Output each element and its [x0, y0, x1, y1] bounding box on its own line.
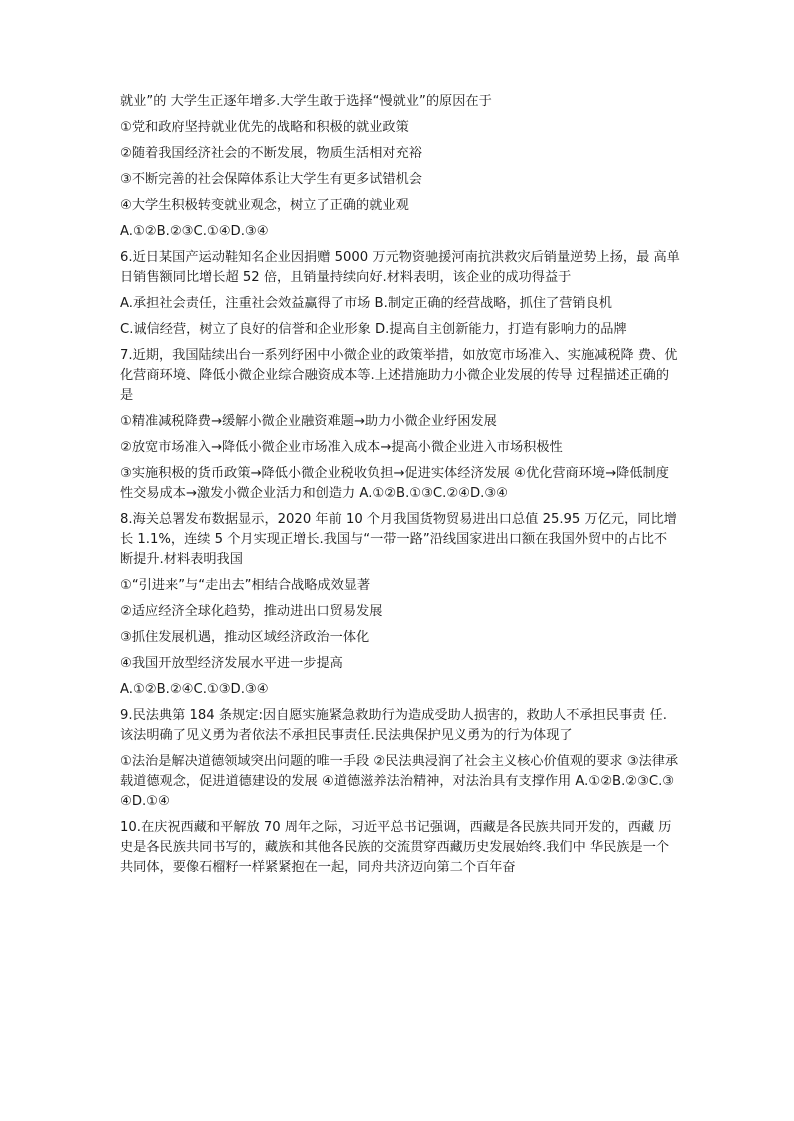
question-8: 8.海关总署发布数据显示，2020 年前 10 个月我国货物贸易进出口总值 25.95 万亿元，同比增长 1.1%，连续 5 个月实现正增长.我国与“一带一路”沿线国家进出口额在我国外贸中的占比不断提升.材料表明我国 — [120, 512, 677, 567]
question-8-item-2: ②适应经济全球化趋势，推动进出口贸易发展 — [120, 604, 383, 619]
document-page — [120, 92, 680, 878]
question-7-item-1: ①精准减税降费→缓解小微企业融资难题→助力小微企业纾困发展 — [120, 414, 497, 429]
text-line-5: ④大学生积极转变就业观念，树立了正确的就业观 — [120, 198, 409, 213]
question-7-item-3-4: ③实施积极的货币政策→降低小微企业税收负担→促进实体经济发展 ④优化营商环境→降低制度性交易成本→激发小微企业活力和创造力 A.①②B.①③C.②④D.③④ — [120, 466, 669, 501]
question-6: 6.近日某国产运动鞋知名企业因捐赠 5000 万元物资驰援河南抗洪救灾后销量逆势上扬，最 高单日销售额同比增长超 52 倍，且销量持续向好.材料表明，该企业的成功得益于 — [120, 250, 680, 285]
text-line-3: ②随着我国经济社会的不断发展，物质生活相对充裕 — [120, 146, 422, 161]
question-6-option-cd: C.诚信经营，树立了良好的信誉和企业形象 D.提高自主创新能力，打造有影响力的品牌 — [120, 322, 627, 337]
question-7: 7.近期，我国陆续出台一系列纾困中小微企业的政策举措，如放宽市场准入、实施减税降 费、优化营商环境、降低小微企业综合融资成本等.上述措施助力小微企业发展的传导 过程描述正确的是 — [120, 348, 678, 403]
text-line-2: ①党和政府坚持就业优先的战略和积极的就业政策 — [120, 120, 409, 135]
question-8-item-3: ③抓住发展机遇，推动区域经济政治一体化 — [120, 630, 370, 645]
text-line-6: A.①②B.②③C.①④D.③④ — [120, 224, 269, 239]
text-line-4: ③不断完善的社会保障体系让大学生有更多试错机会 — [120, 172, 422, 187]
question-8-item-4: ④我国开放型经济发展水平进一步提高 — [120, 656, 343, 671]
text-line-1: 就业”的 大学生正逐年增多.大学生敢于选择“慢就业”的原因在于 — [120, 94, 492, 109]
question-7-item-2: ②放宽市场准入→降低小微企业市场准入成本→提高小微企业进入市场积极性 — [120, 440, 563, 455]
question-9: 9.民法典第 184 条规定:因自愿实施紧急救助行为造成受助人损害的，救助人不承担民事责 任.该法明确了见义勇为者依法不承担民事责任.民法典保护见义勇为的行为体现了 — [120, 708, 667, 743]
question-9-items: ①法治是解决道德领域突出问题的唯一手段 ②民法典浸润了社会主义核心价值观的要求 ③法律承载道德观念，促进道德建设的发展 ④道德滋养法治精神，对法治具有支撑作用 A.①②B.②③C.③④D.①④ — [120, 754, 679, 809]
question-6-option-ab: A.承担社会责任，注重社会效益赢得了市场 B.制定正确的经营战略，抓住了营销良机 — [120, 296, 612, 311]
question-10: 10.在庆祝西藏和平解放 70 周年之际，习近平总书记强调，西藏是各民族共同开发的，西藏 历史是各民族共同书写的，藏族和其他各民族的交流贯穿西藏历史发展始终.我们中 华民族是一个共同体，要像石榴籽一样紧紧抱在一起，同舟共济迈向第二个百年奋 — [120, 820, 672, 875]
question-8-options: A.①②B.②④C.①③D.③④ — [120, 682, 269, 697]
question-8-item-1: ①“引进来”与“走出去”相结合战略成效显著 — [120, 578, 371, 593]
